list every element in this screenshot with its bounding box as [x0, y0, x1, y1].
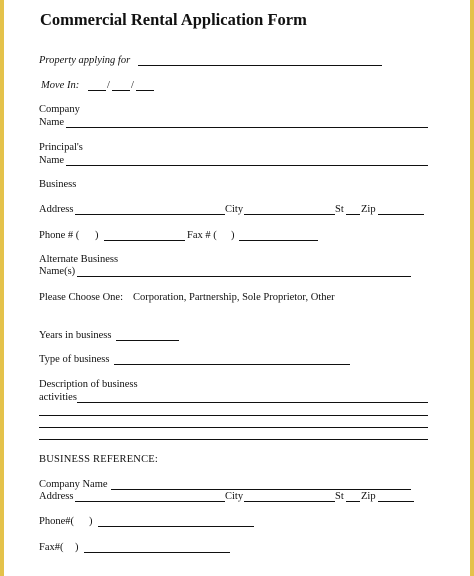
ref-zip-label: Zip	[361, 491, 376, 502]
alt-names-label: Name(s)	[39, 266, 76, 277]
ref-state-field[interactable]	[346, 501, 360, 502]
zip-label: Zip	[361, 204, 376, 215]
address-label: Address	[39, 204, 74, 215]
ref-phone-label: Phone#(	[39, 516, 74, 527]
fax-label: Fax # (	[187, 230, 217, 241]
ref-city-label: City	[225, 491, 244, 502]
business-label: Business	[39, 179, 77, 190]
move-in-sep-2: /	[131, 80, 134, 91]
phone-field[interactable]	[104, 240, 185, 241]
state-field[interactable]	[346, 214, 360, 215]
form-page	[4, 0, 470, 576]
ref-address-field[interactable]	[75, 501, 225, 502]
description-label: Description of business	[39, 379, 138, 390]
phone-label: Phone # (	[39, 230, 80, 241]
ref-company-label: Company Name	[39, 479, 108, 490]
type-field[interactable]	[114, 364, 350, 365]
page-title: Commercial Rental Application Form	[40, 10, 307, 29]
description-line-1[interactable]	[77, 402, 428, 403]
entity-type-options[interactable]: Corporation, Partnership, Sole Proprietor, Other	[133, 292, 335, 303]
move-in-sep-1: /	[107, 80, 110, 91]
move-in-month-field[interactable]	[88, 90, 106, 91]
principal-label: Principal's	[39, 142, 83, 153]
property-label: Property applying for	[39, 55, 131, 66]
company-name-label: Name	[39, 117, 65, 128]
move-in-label: Move In:	[41, 80, 80, 91]
choose-label: Please Choose One:	[39, 292, 123, 303]
principal-name-field[interactable]	[66, 165, 428, 166]
ref-address-label: Address	[39, 491, 74, 502]
description-line-4[interactable]	[39, 439, 428, 440]
reference-heading: BUSINESS REFERENCE:	[39, 454, 159, 465]
ref-fax-field[interactable]	[84, 552, 230, 553]
ref-zip-field[interactable]	[378, 501, 414, 502]
company-name-field[interactable]	[66, 127, 428, 128]
ref-fax-label: Fax#(	[39, 542, 64, 553]
principal-name-label: Name	[39, 155, 65, 166]
description-line-3[interactable]	[39, 427, 428, 428]
years-label: Years in business	[39, 330, 112, 341]
phone-close-paren: )	[95, 230, 99, 241]
activities-label: activities	[39, 392, 77, 403]
ref-phone-close-paren: )	[89, 516, 93, 527]
city-label: City	[225, 204, 244, 215]
fax-field[interactable]	[239, 240, 318, 241]
ref-fax-close-paren: )	[75, 542, 79, 553]
years-field[interactable]	[116, 340, 179, 341]
zip-field[interactable]	[378, 214, 424, 215]
address-field[interactable]	[75, 214, 225, 215]
ref-st-label: St	[335, 491, 344, 502]
ref-phone-field[interactable]	[98, 526, 254, 527]
company-label: Company	[39, 104, 80, 115]
move-in-year-field[interactable]	[136, 90, 154, 91]
description-line-2[interactable]	[39, 415, 428, 416]
city-field[interactable]	[244, 214, 335, 215]
property-field[interactable]	[138, 65, 382, 66]
ref-city-field[interactable]	[244, 501, 335, 502]
fax-close-paren: )	[231, 230, 235, 241]
move-in-day-field[interactable]	[112, 90, 130, 91]
type-label: Type of business	[39, 354, 110, 365]
st-label: St	[335, 204, 344, 215]
ref-company-field[interactable]	[111, 489, 411, 490]
alt-business-label: Alternate Business	[39, 254, 119, 265]
alt-names-field[interactable]	[77, 276, 411, 277]
